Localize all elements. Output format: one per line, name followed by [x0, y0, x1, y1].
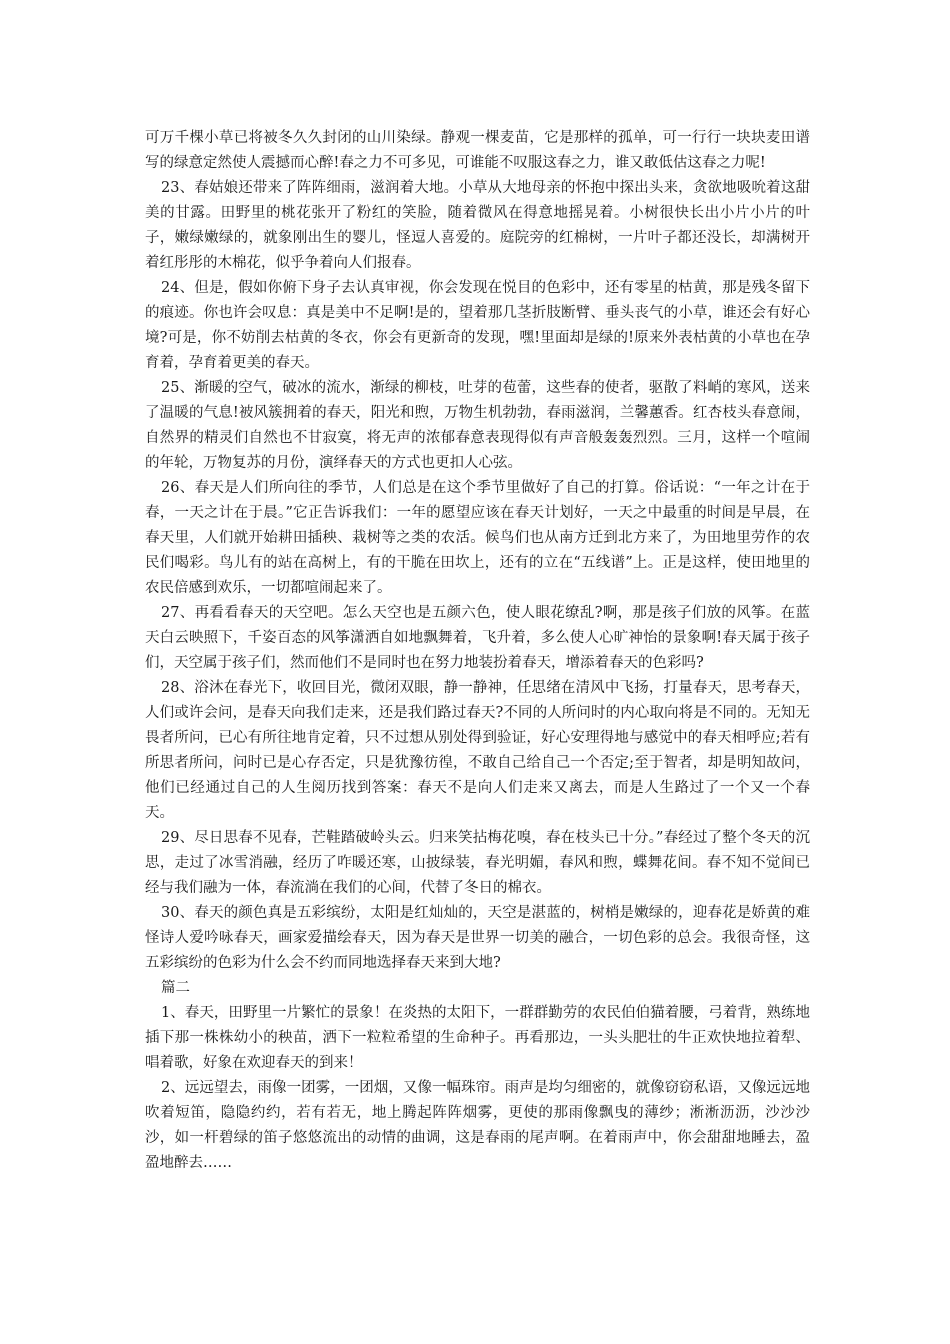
paragraph: 27、再看看春天的天空吧。怎么天空也是五颜六色，使人眼花缭乱?啊，那是孩子们放的风筝。在蓝天白云映照下，千姿百态的风筝潇洒自如地飘舞着，飞升着，多么使人心旷神怡的景象啊!春天属于孩子们，天空属于孩子们，然而他们不是同时也在努力地装扮着春天，增添着春天的色彩吗? — [145, 605, 810, 671]
paragraph: 29、尽日思春不见春，芒鞋踏破岭头云。归来笑拈梅花嗅，春在枝头已十分。”春经过了整个冬天的沉思，走过了冰雪消融，经历了咋暖还寒，山披绿装，春光明媚，春风和煦，蝶舞花间。春不知不觉间已经与我们融为一体，春流淌在我们的心间，代替了冬日的棉衣。 — [145, 830, 810, 896]
paragraph: 25、渐暖的空气，破冰的流水，渐绿的柳枝，吐芽的苞蕾，这些春的使者，驱散了料峭的寒风，送来了温暖的气息!被风簇拥着的春天，阳光和煦，万物生机勃勃，春雨滋润，兰馨蕙香。红杏枝头春意闹，自然界的精灵们自然也不甘寂寞，将无声的浓郁春意表现得似有声音般轰轰烈烈。三月，这样一个喧闹的年轮，万物复苏的月份，演绎春天的方式也更扣人心弦。 — [145, 380, 810, 471]
paragraph: 2、远远望去，雨像一团雾，一团烟，又像一幅珠帘。雨声是均匀细密的，就像窃窃私语，又像远远地吹着短笛，隐隐约约，若有若无，地上腾起阵阵烟雾，更使的那雨像飘曳的薄纱；淅淅沥沥，沙沙沙沙，如一杆碧绿的笛子悠悠流出的动情的曲调，这是春雨的尾声啊。在着雨声中，你会甜甜地睡去，盈盈地醉去…… — [145, 1080, 810, 1171]
paragraph: 可万千棵小草已将被冬久久封闭的山川染绿。静观一棵麦苗，它是那样的孤单，可一行行一块块麦田谱写的绿意定然使人震撼而心醉!春之力不可多见，可谁能不叹服这春之力，谁又敢低估这春之力呢! — [145, 130, 810, 171]
paragraph: 28、浴沐在春光下，收回目光，微闭双眼，静一静神，任思绪在清风中飞扬，打量春天，思考春天，人们或许会问，是春天向我们走来，还是我们路过春天?不同的人所问时的内心取向将是不同的。无知无畏者所问，已心有所往地肯定着，只不过想从别处得到验证，好心安理得地与感觉中的春天相呼应;若有所思者所问，问时已是心存否定，只是犹豫彷徨，不敢自己给自己一个否定;至于智者，却是明知故问，他们已经通过自己的人生阅历找到答案：春天不是向人们走来又离去，而是人生路过了一个又一个春天。 — [145, 680, 810, 821]
paragraph: 30、春天的颜色真是五彩缤纷，太阳是红灿灿的，天空是湛蓝的，树梢是嫩绿的，迎春花是娇黄的难怪诗人爱吟咏春天，画家爱描绘春天，因为春天是世界一切美的融合，一切色彩的总会。我很奇怪，这五彩缤纷的色彩为什么会不约而同地选择春天来到大地? — [145, 905, 810, 971]
document-page — [145, 126, 810, 1176]
paragraph: 26、春天是人们所向往的季节，人们总是在这个季节里做好了自己的打算。俗话说：“一年之计在于春，一天之计在于晨。”它正告诉我们：一年的愿望应该在春天计划好，一天之中最重的时间是早晨，在春天里，人们就开始耕田插秧、栽树等之类的农活。候鸟们也从南方迁到北方来了，为田地里劳作的农民们喝彩。鸟儿有的站在高树上，有的干脆在田坎上，还有的立在“五线谱”上。正是这样，使田地里的农民倍感到欢乐，一切都喧闹起来了。 — [145, 480, 810, 596]
section-heading: 篇二 — [161, 980, 190, 996]
paragraph: 1、春天，田野里一片繁忙的景象！在炎热的太阳下，一群群勤劳的农民伯伯猫着腰，弓着背，熟练地插下那一株株幼小的秧苗，洒下一粒粒希望的生命种子。再看那边，一头头肥壮的牛正欢快地拉着犁、唱着歌，好象在欢迎春天的到来！ — [145, 1005, 810, 1071]
paragraph: 23、春姑娘还带来了阵阵细雨，滋润着大地。小草从大地母亲的怀抱中探出头来，贪欲地吸吮着这甜美的甘露。田野里的桃花张开了粉红的笑脸，随着微风在得意地摇晃着。小树很快长出小片小片的叶子，嫩绿嫩绿的，就象刚出生的婴儿，怪逗人喜爱的。庭院旁的红棉树，一片叶子都还没长，却满树开着红彤彤的木棉花，似乎争着向人们报春。 — [145, 180, 810, 271]
paragraph: 24、但是，假如你俯下身子去认真审视，你会发现在悦目的色彩中，还有零星的枯黄，那是残冬留下的痕迹。你也许会叹息：真是美中不足啊!是的，望着那几茎折肢断臂、垂头丧气的小草，谁还会有好心境?可是，你不妨削去枯黄的冬衣，你会有更新奇的发现，嘿!里面却是绿的!原来外表枯黄的小草也在孕育着，孕育着更美的春天。 — [145, 280, 810, 371]
